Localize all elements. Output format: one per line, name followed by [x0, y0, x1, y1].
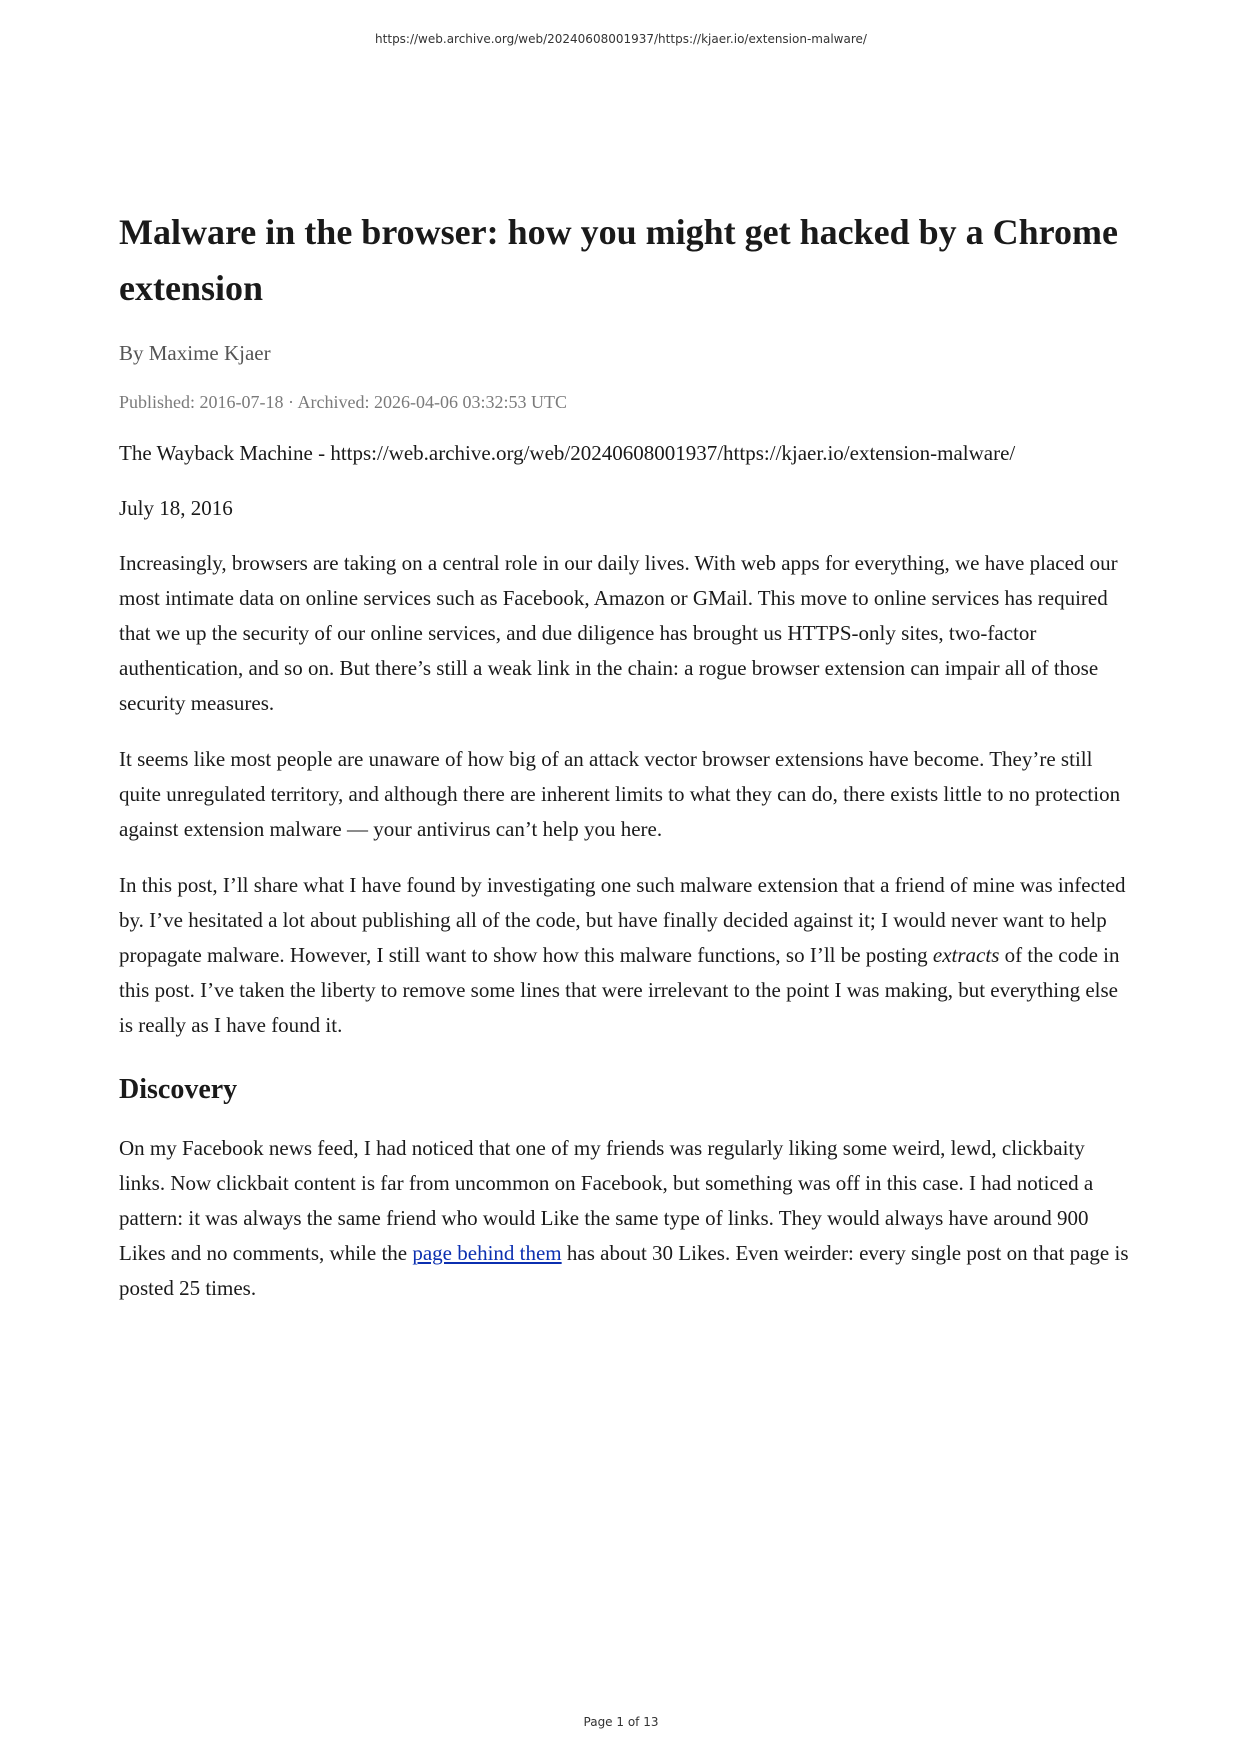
page-number: Page 1 of 13: [583, 1715, 659, 1729]
article: [119, 204, 1129, 1327]
paragraph-3-text-a: In this post, I’ll share what I have found by investigating one such malware extension that a friend of mine was infected by. I’ve hesitated a lot about publishing all of the code, but have finally decided against it; I would never want to help propagate malware. However, I still want to show how this malware functions, so I’ll be posting: [119, 873, 1126, 967]
paragraph-3-text-b: of the code in this post. I’ve taken the liberty to remove some lines that were irrelevant to the point I was making, but everything else is really as I have found it.: [119, 943, 1120, 1037]
paragraph-4: [119, 1131, 1129, 1306]
paragraph-2: It seems like most people are unaware of how big of an attack vector browser extensions have become. They’re still quite unregulated territory, and although there are inherent limits to what they can do, there exists little to no protection against extension malware — your antivirus can’t help you here.: [119, 747, 1121, 841]
section-heading-discovery: Discovery: [119, 1074, 238, 1105]
article-title: Malware in the browser: how you might get hacked by a Chrome extension: [119, 212, 1118, 308]
article-date: July 18, 2016: [119, 496, 233, 520]
paragraph-3-emphasis: extracts: [932, 943, 1000, 967]
paragraph-4-text-a: On my Facebook news feed, I had noticed that one of my friends was regularly liking some weird, lewd, clickbaity links. Now clickbait content is far from uncommon on Facebook, but something was off in this case. I had noticed a pattern: it was always the same friend who would Like the same type of links. They would always have around 900 Likes and no comments, while the: [119, 1136, 1094, 1265]
paragraph-4-text-b: has about 30 Likes. Even weirder: every single post on that page is posted 25 times.: [119, 1241, 1129, 1300]
wayback-line: The Wayback Machine - https://web.archive.org/web/20240608001937/https://kjaer.io/extension-malware/: [119, 441, 1016, 465]
article-byline: By Maxime Kjaer: [119, 341, 271, 365]
page-url-header: https://web.archive.org/web/20240608001937/https://kjaer.io/extension-malware/: [375, 32, 867, 46]
paragraph-1: Increasingly, browsers are taking on a central role in our daily lives. With web apps for everything, we have placed our most intimate data on online services such as Facebook, Amazon or GMail. This move to online services has required that we up the security of our online services, and due diligence has brought us HTTPS-only sites, two-factor authentication, and so on. But there’s still a weak link in the chain: a rogue browser extension can impair all of those security measures.: [119, 551, 1118, 715]
article-meta: Published: 2016-07-18 · Archived: 2026-04-06 03:32:53 UTC: [119, 392, 567, 412]
page-behind-them-link[interactable]: page behind them: [412, 1241, 562, 1265]
paragraph-3: [119, 868, 1129, 1043]
